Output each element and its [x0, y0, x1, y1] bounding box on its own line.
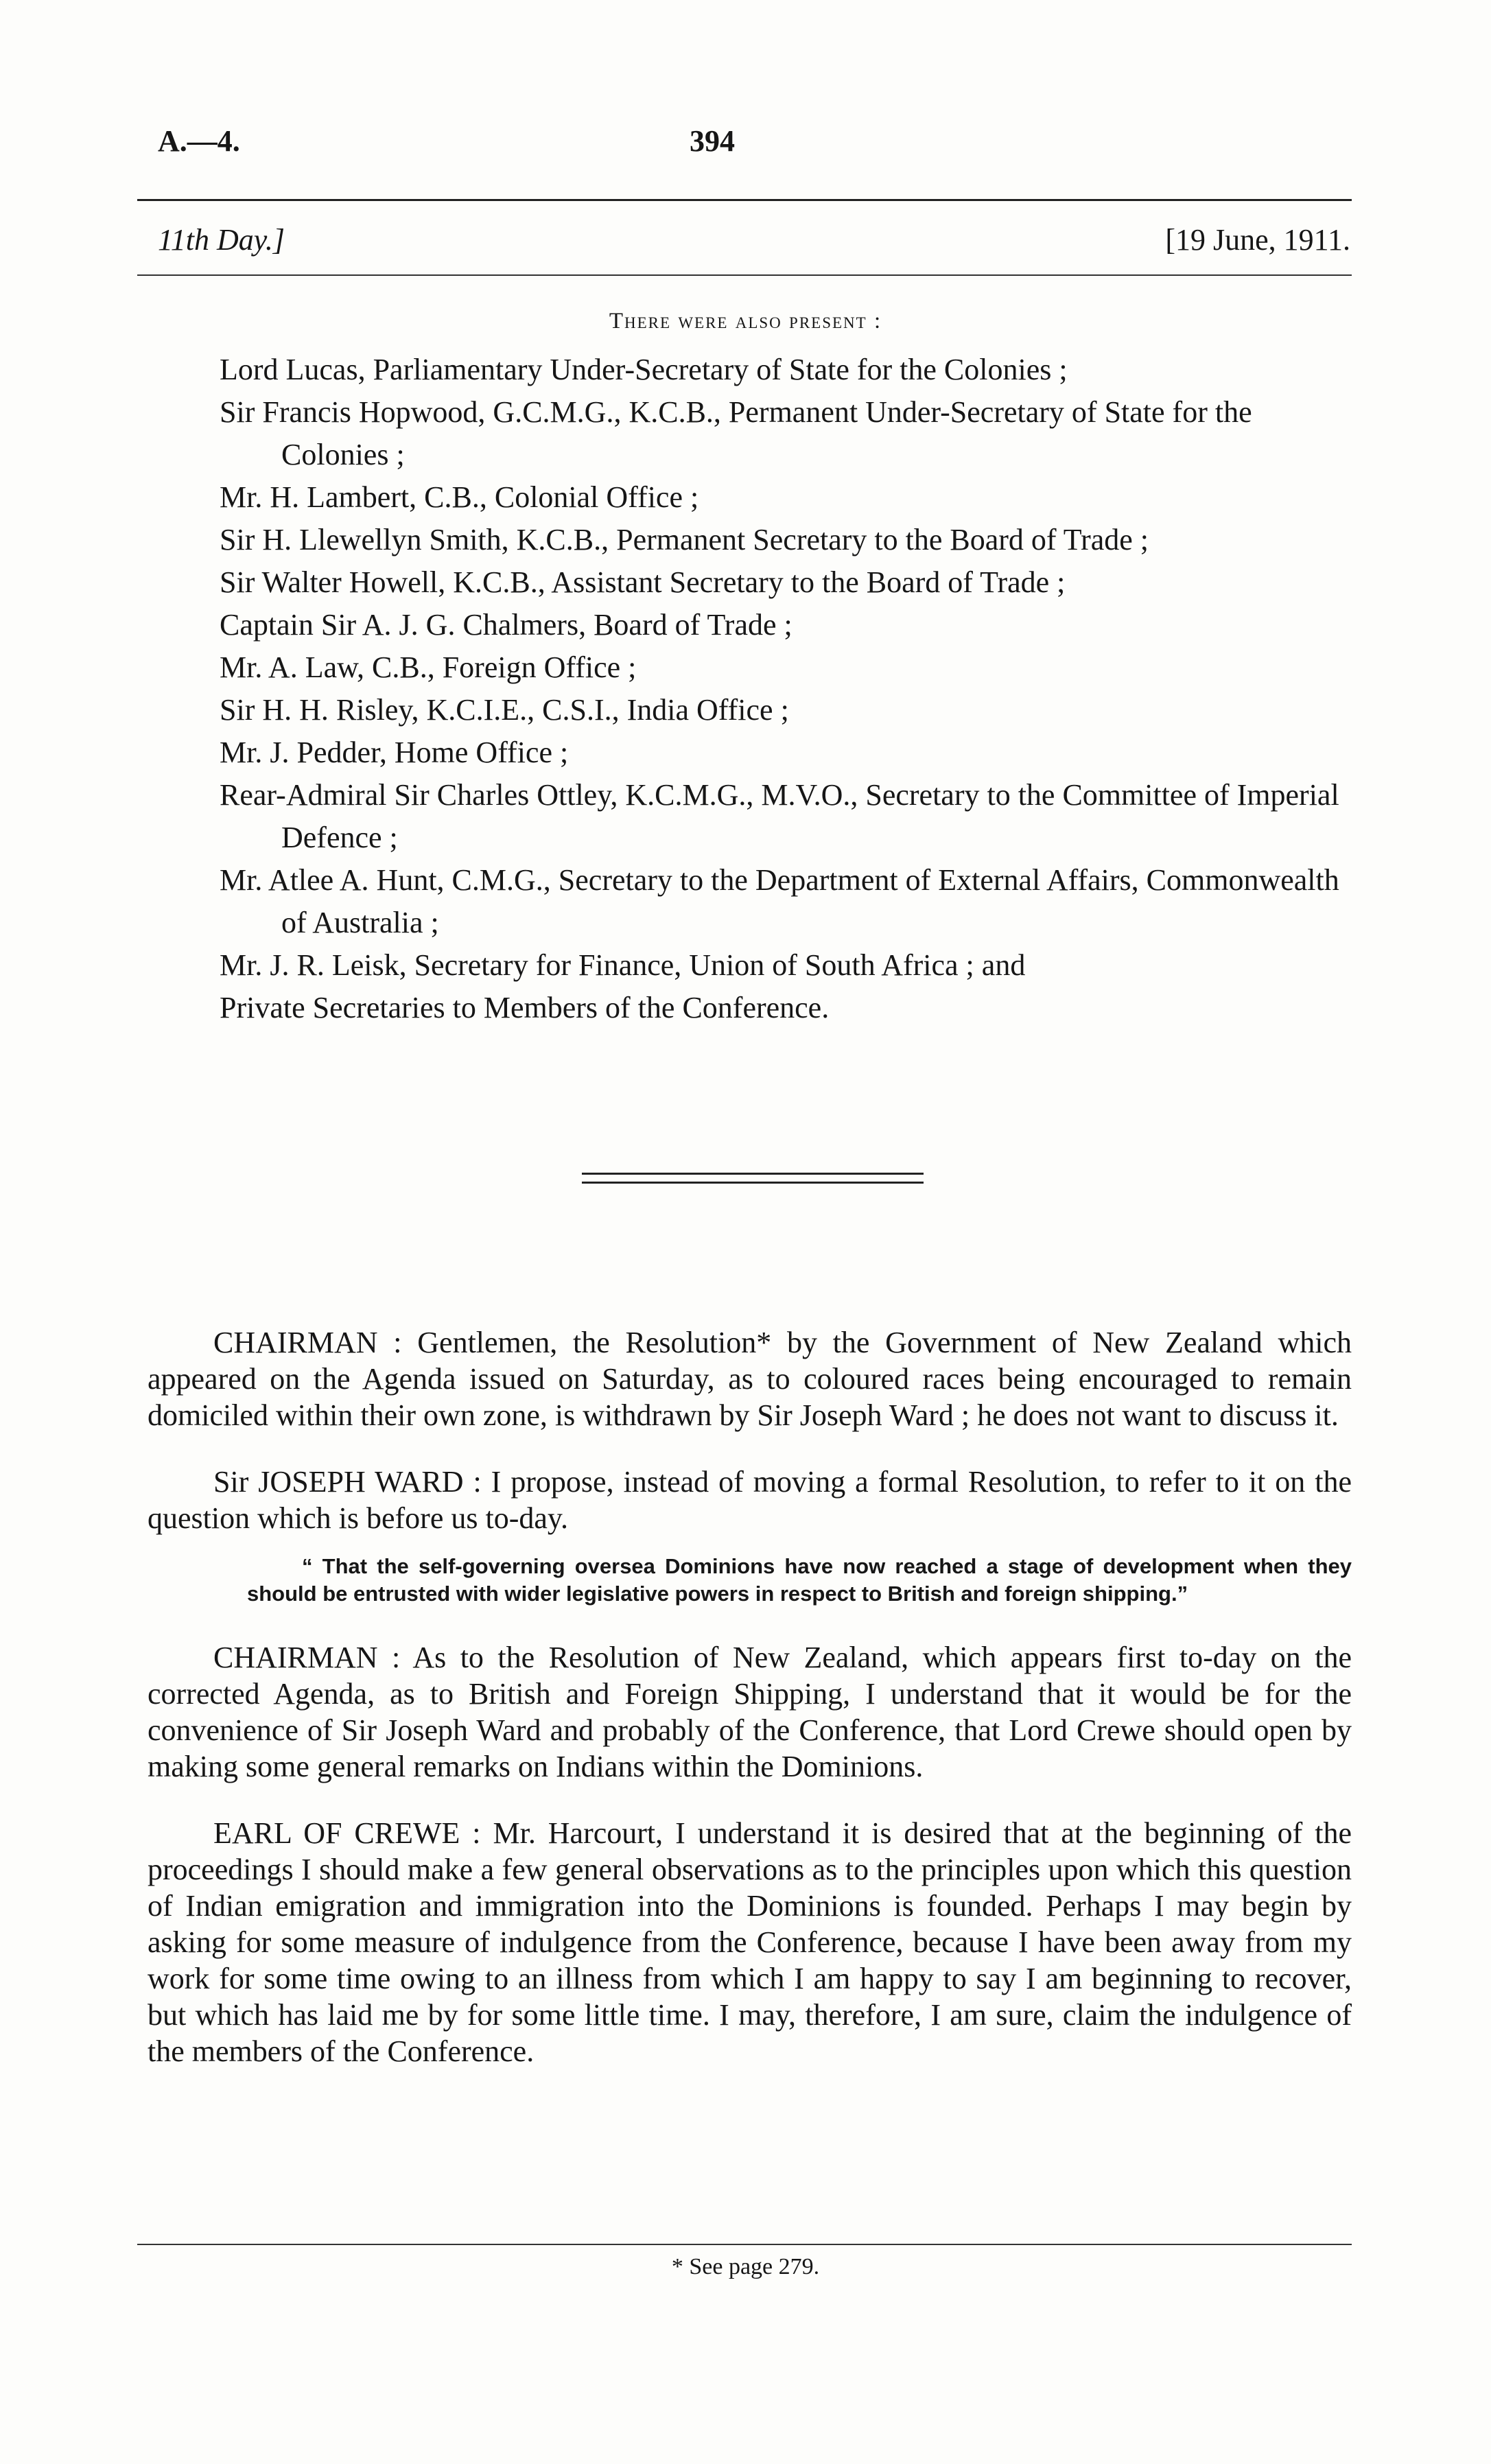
attendee: Lord Lucas, Parliamentary Under-Secretary of State for the Colonies ; — [220, 353, 1068, 386]
footnote: * See page 279. — [671, 2254, 820, 2279]
attendee: Sir Francis Hopwood, G.C.M.G., K.C.B., Permanent Under-Secretary of State for the Colonies ; — [220, 395, 1252, 471]
attendee: Mr. A. Law, C.B., Foreign Office ; — [220, 650, 637, 684]
attendee: Captain Sir A. J. G. Chalmers, Board of Trade ; — [220, 608, 793, 642]
header-rule-lower — [137, 274, 1352, 276]
paragraph-ward: Sir JOSEPH WARD : I propose, instead of moving a formal Resolution, to refer to it on the question which is before us to-day. — [148, 1465, 1352, 1535]
present-heading: There were also present : — [609, 309, 882, 333]
attendee: Private Secretaries to Members of the Conference. — [220, 991, 830, 1024]
paragraph-chairman-1: CHAIRMAN : Gentlemen, the Resolution* by the Government of New Zealand which appeared on the Agenda issued on Saturday, as to coloured races being encouraged to remain domiciled within their own zone, is withdrawn by Sir Joseph Ward ; he does not want to discuss it. — [148, 1326, 1352, 1432]
attendee: Sir H. H. Risley, K.C.I.E., C.S.I., India Office ; — [220, 693, 789, 727]
paragraph-crewe: EARL OF CREWE : Mr. Harcourt, I understand it is desired that at the beginning of the proceedings I should make a few general observations as to the principles upon which this question of Indian emigration and immigration into the Dominions is founded. Perhaps I may begin by asking for some measure of indulgence from the Conference, because I have been away from my work for some time owing to an illness from which I am happy to say I am beginning to recover, but which has laid me by for some little time. I may, therefore, I am sure, claim the indulgence of the members of the Conference. — [148, 1816, 1352, 2068]
day-label: 11th Day.] — [158, 223, 285, 257]
resolution-quote: “ That the self-governing oversea Dominions have now reached a stage of development when they should be entrusted with wider legislative powers in respect to British and foreign shipping.” — [247, 1554, 1352, 1606]
page-number: 394 — [690, 124, 735, 158]
paragraph-chairman-2: CHAIRMAN : As to the Resolution of New Zealand, which appears first to-day on the corrected Agenda, as to British and Foreign Shipping, I understand that it would be for the convenience of Sir Joseph Ward and probably of the Conference, that Lord Crewe should open by making some general remarks on Indians within the Dominions. — [148, 1641, 1352, 1783]
attendee: Mr. Atlee A. Hunt, C.M.G., Secretary to the Department of External Affairs, Commonwealth of Australia ; — [220, 863, 1339, 939]
attendee: Sir Walter Howell, K.C.B., Assistant Secretary to the Board of Trade ; — [220, 565, 1066, 599]
attendee-list — [220, 349, 1359, 1029]
header-rule — [137, 199, 1352, 201]
section-divider — [582, 1173, 924, 1184]
footnote-rule — [137, 2244, 1352, 2245]
attendee: Sir H. Llewellyn Smith, K.C.B., Permanent Secretary to the Board of Trade ; — [220, 523, 1149, 556]
attendee: Rear-Admiral Sir Charles Ottley, K.C.M.G., M.V.O., Secretary to the Committee of Imperial Defence ; — [220, 778, 1339, 854]
paper-code: A.—4. — [158, 124, 240, 158]
attendee: Mr. H. Lambert, C.B., Colonial Office ; — [220, 480, 699, 514]
attendee: Mr. J. R. Leisk, Secretary for Finance, Union of South Africa ; and — [220, 948, 1026, 982]
attendee: Mr. J. Pedder, Home Office ; — [220, 736, 569, 769]
proceedings-text — [148, 1324, 1352, 2100]
date-label: [19 June, 1911. — [1165, 223, 1350, 257]
